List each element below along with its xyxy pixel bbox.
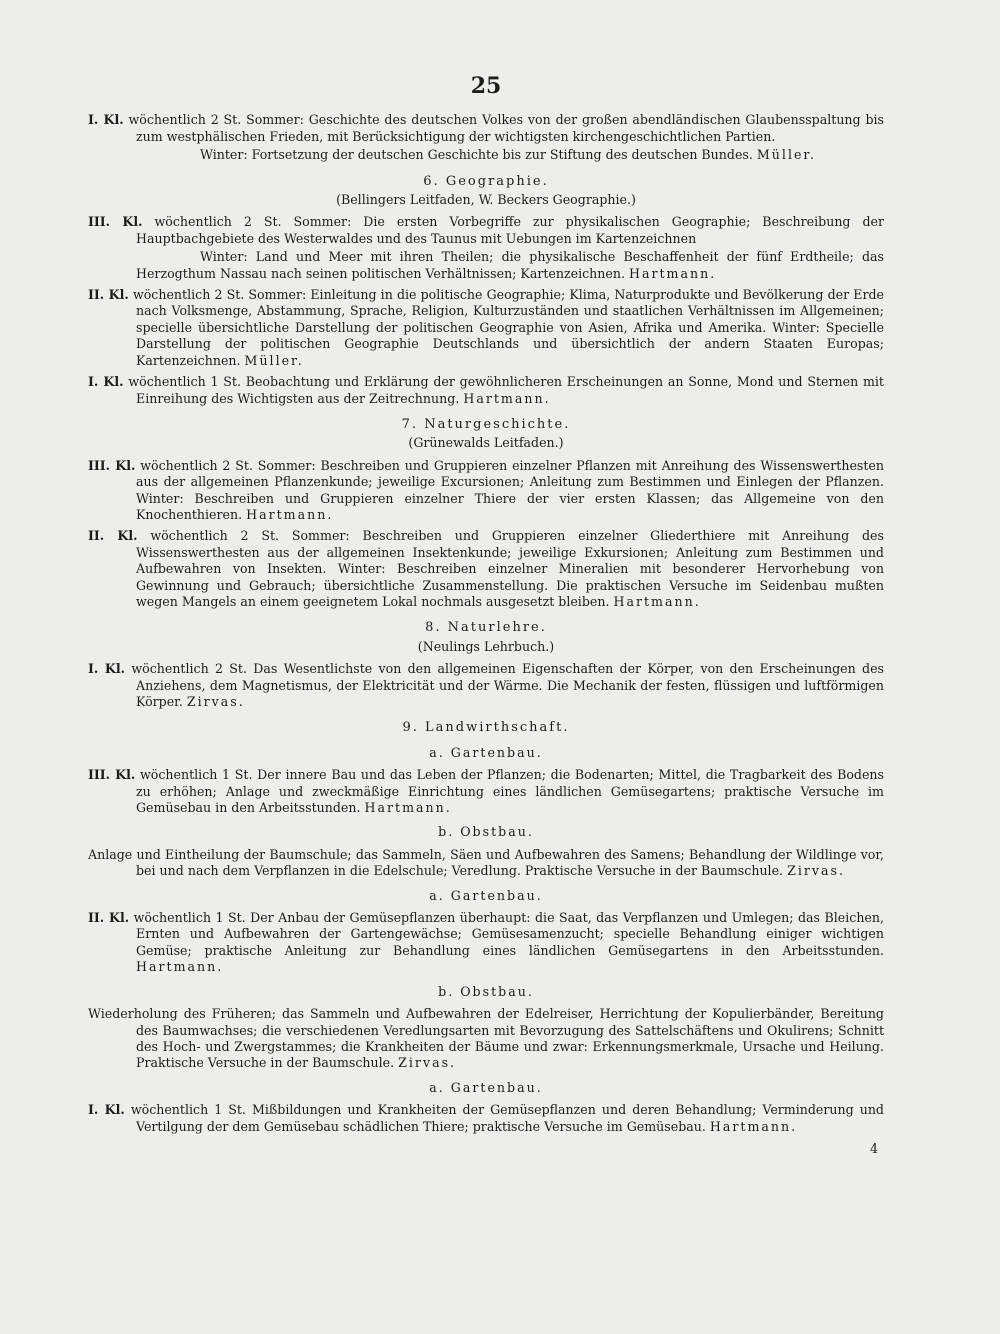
teacher-name: Zirvas. [398,1055,457,1071]
paragraph-text: Wiederholung des Früheren; das Sammeln und Aufbewahren der Edelreiser, Herrichtung der Kopulierbänder, Bereitung des Baumwachses; die verschiedenen Veredlungsarten mit Bevorzugung des Sattelschäftens und Okulirens; Schnitt des Hoch- und Zwergstammes; die Krankheiten der Bäume und zwar: Erkennungsmerkmale, Ursache und Heilung. Praktische Versuche in der Baumschule. [88,1006,884,1071]
natural-history-class-iii-paragraph [88,458,884,524]
history-class-i-paragraph [88,112,884,145]
class-label: II. Kl. [88,910,130,926]
subheading-gardening-1: a. Gartenbau. [429,744,543,760]
teacher-name: Hartmann. [246,506,334,522]
paragraph-text: wöchentlich 1 St. Beobachtung und Erklärung der gewöhnlicheren Erscheinungen an Sonne, Mond und Sternen mit Einreihung des Wichtigsten aus der Zeitrechnung. [128,374,884,406]
paragraph-text: Winter: Fortsetzung der deutschen Geschichte bis zur Stiftung des deutschen Bundes. [200,147,753,163]
fruit-growing-paragraph-1 [88,847,884,880]
teacher-name: Müller. [756,147,817,163]
class-label: III. Kl. [88,457,136,473]
geography-class-i-paragraph [88,374,884,407]
class-label: I. Kl. [88,661,126,677]
teacher-name: Zirvas. [186,694,245,709]
teacher-name: Hartmann. [628,265,717,281]
class-label: III. Kl. [88,767,136,783]
paragraph-text: wöchentlich 2 St. Das Wesentlichste von den allgemeinen Eigenschaften der Körper, von den Erscheinungen des Anziehens, dem Magnetismus, der Elektricität und der Wärme. Die Mechanik der festen, flüssigen und luftförmigen Körper. [131,661,884,709]
gardening-class-ii-paragraph [88,910,884,976]
natural-history-class-ii-paragraph [88,528,884,610]
class-label: III. Kl. [88,214,143,230]
paragraph-text: wöchentlich 2 St. Sommer: Einleitung in die politische Geographie; Klima, Naturprodukte und Bevölkerung der Erde nach Volksmenge, Abstammung, Sprache, Religion, Kulturzuständen und staatlichen Verhältnissen im Allgemeinen; specielle übersichtliche Darstellung der politischen Geographie von Asien, Afrika und Amerika. Winter: Specielle Darstellung der politischen Geographie Deutschlands und übersichtlich der andern Staaten Europas; Kartenzeichnen. [132,287,884,368]
teacher-name: Müller. [244,352,304,368]
gardening-class-iii-paragraph [88,767,884,816]
section-subtitle-physics: (Neulings Lehrbuch.) [417,638,555,654]
section-subtitle-geography: (Bellingers Leitfaden, W. Beckers Geographie.) [336,192,636,208]
subheading-fruit-growing-2: b. Obstbau. [438,983,534,999]
section-heading-natural-history: 7. Naturgeschichte. [401,416,571,432]
geography-class-iii-paragraph [88,214,884,247]
history-winter-paragraph [88,147,884,163]
paragraph-text: Anlage und Eintheilung der Baumschule; das Sammeln, Säen und Aufbewahren des Samens; Behandlung der Wildlinge vor, bei und nach dem Verpflanzen in die Edelschule; Veredlung. Praktische Versuche in der Baumschule. [88,846,884,879]
paragraph-text: Winter: Land und Meer mit ihren Theilen; die physikalische Beschaffenheit der fünf Erdtheile; das Herzogthum Nassau nach seinen politischen Verhältnissen; Kartenzeichnen. [136,249,884,281]
document-page [88,70,884,1157]
teacher-name: Hartmann. [463,390,551,406]
paragraph-text: wöchentlich 2 St. Sommer: Beschreiben und Gruppieren einzelner Gliederthiere mit Anreihung des Wissenswerthesten aus der allgemeinen Insektenkunde; jeweilige Exkursionen; Anleitung zum Bestimmen und Aufbewahren von Insekten. Winter: Beschreiben einzelner Mineralien mit besonderer Hervorhebung von Gewinnung und Gebrauch; übersichtliche Zusammenstellung. Die praktischen Versuche im Seidenbau mußten wegen Mangels an einem geeignetem Lokal nochmals ausgesetzt bleiben. [136,528,884,609]
section-subtitle-natural-history: (Grünewalds Leitfaden.) [408,435,564,451]
teacher-name: Zirvas. [787,863,845,879]
geography-class-ii-paragraph [88,287,884,369]
footer-signature-number: 4 [869,1140,878,1156]
section-heading-agriculture: 9. Landwirthschaft. [402,720,570,736]
class-label: II. Kl. [88,287,129,303]
teacher-name: Hartmann. [613,593,701,609]
teacher-name: Hartmann. [709,1118,798,1134]
paragraph-text: wöchentlich 1 St. Der Anbau der Gemüsepflanzen überhaupt: die Saat, das Verpflanzen und Umlegen; das Bleichen, Ernten und Aufbewahren der Gartengewächse; Gemüsesamenzucht; specielle Behandlung einiger wichtigen Gemüse; praktische Anleitung zur Behandlung eines ländlichen Gemüsegartens in den Arbeitsstunden. [133,910,884,958]
teacher-name: Hartmann. [136,959,224,975]
gardening-class-i-paragraph [88,1102,884,1135]
subheading-fruit-growing-1: b. Obstbau. [438,824,534,840]
subheading-gardening-3: a. Gartenbau. [429,1079,543,1095]
physics-class-i-paragraph [88,661,884,710]
section-heading-geography: 6. Geographie. [423,173,549,189]
class-label: I. Kl. [88,374,124,390]
teacher-name: Hartmann. [364,800,452,816]
paragraph-text: wöchentlich 2 St. Sommer: Geschichte des deutschen Volkes von der großen abendländischen Glaubensspaltung bis zum westphälischen Frieden, mit Berücksichtigung der wichtigsten kirchengeschichtlichen Partien. [128,112,884,144]
paragraph-text: wöchentlich 2 St. Sommer: Die ersten Vorbegriffe zur physikalischen Geographie; Beschreibung der Hauptbachgebiete des Westerwaldes und des Taunus mit Uebungen im Kartenzeichnen [136,214,884,246]
class-label: II. Kl. [88,528,138,544]
section-heading-physics: 8. Naturlehre. [425,620,547,636]
subheading-gardening-2: a. Gartenbau. [429,887,543,903]
paragraph-text: wöchentlich 2 St. Sommer: Beschreiben und Gruppieren einzelner Pflanzen mit Anreihung des Wissenswerthesten aus der allgemeinen Pflanzenkunde; jeweilige Excursionen; Anleitung zum Bestimmen und Einlegen der Pflanzen. Winter: Beschreiben und Gruppieren einzelner Thiere der vier ersten Klassen; das Allgemeine von den Knochenthieren. [136,457,884,522]
class-label: I. Kl. [88,112,124,128]
page-number: 25 [470,73,502,99]
class-label: I. Kl. [88,1102,125,1118]
paragraph-text: wöchentlich 1 St. Mißbildungen und Krankheiten der Gemüsepflanzen und deren Behandlung; Verminderung und Vertilgung der dem Gemüsebau schädlichen Thiere; praktische Versuche im Gemüsebau. [130,1102,884,1134]
paragraph-text: wöchentlich 1 St. Der innere Bau und das Leben der Pflanzen; die Bodenarten; Mittel, die Tragbarkeit des Bodens zu erhöhen; Anlage und zweckmäßige Einrichtung eines ländlichen Gemüsegartens; praktische Versuche im Gemüsebau in den Arbeitsstunden. [136,767,884,816]
fruit-growing-paragraph-2 [88,1006,884,1072]
geography-winter-paragraph [88,249,884,282]
